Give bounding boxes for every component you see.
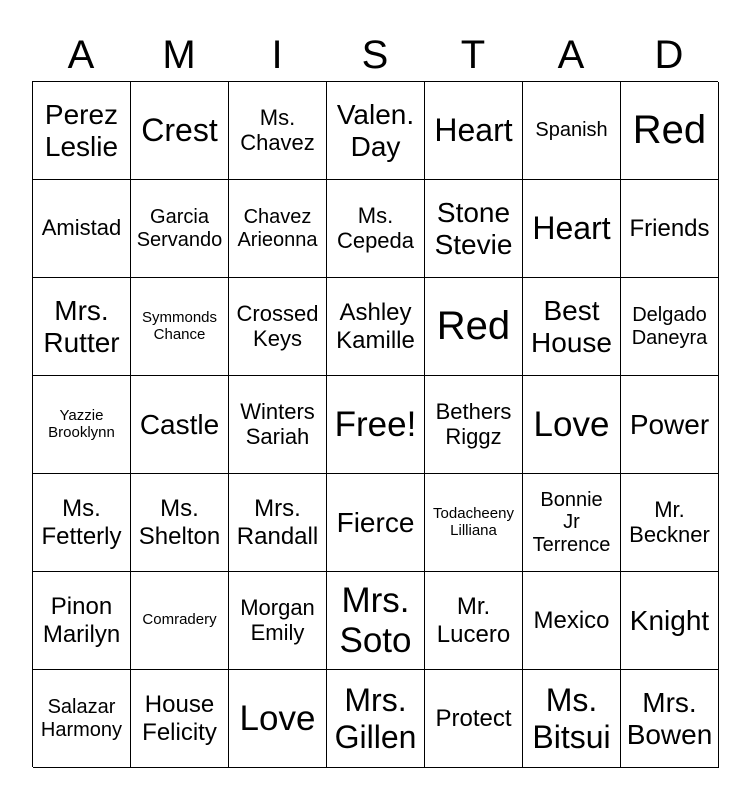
header-letter: T: [460, 33, 486, 77]
bingo-cell: Mrs. Randall: [229, 474, 327, 572]
bingo-cell: Mr. Beckner: [621, 474, 719, 572]
header-letter: I: [271, 33, 283, 77]
bingo-cell: Symmonds Chance: [131, 278, 229, 376]
bingo-cell: Bonnie Jr Terrence: [523, 474, 621, 572]
bingo-cell: Mrs. Soto: [327, 572, 425, 670]
bingo-header: [32, 30, 718, 80]
bingo-cell: Power: [621, 376, 719, 474]
header-letter: D: [654, 33, 684, 77]
bingo-cell: Love: [229, 670, 327, 768]
bingo-cell: Comradery: [131, 572, 229, 670]
bingo-cell: Bethers Riggz: [425, 376, 523, 474]
bingo-cell: Fierce: [327, 474, 425, 572]
header-letter: A: [557, 33, 585, 77]
bingo-cell: Todacheeny Lilliana: [425, 474, 523, 572]
bingo-cell: Heart: [523, 180, 621, 278]
free-space-cell: Free!: [327, 376, 425, 474]
header-letter: S: [361, 33, 389, 77]
bingo-cell: Spanish: [523, 82, 621, 180]
bingo-cell: Crossed Keys: [229, 278, 327, 376]
header-letter: M: [162, 33, 196, 77]
bingo-cell: House Felicity: [131, 670, 229, 768]
bingo-cell: Amistad: [33, 180, 131, 278]
bingo-cell: Stone Stevie: [425, 180, 523, 278]
bingo-cell: Mrs. Gillen: [327, 670, 425, 768]
bingo-cell: Mr. Lucero: [425, 572, 523, 670]
bingo-cell: Red: [425, 278, 523, 376]
bingo-cell: Pinon Marilyn: [33, 572, 131, 670]
bingo-cell: Valen. Day: [327, 82, 425, 180]
bingo-cell: Morgan Emily: [229, 572, 327, 670]
bingo-cell: Salazar Harmony: [33, 670, 131, 768]
bingo-cell: Mrs. Bowen: [621, 670, 719, 768]
bingo-cell: Heart: [425, 82, 523, 180]
bingo-grid: [32, 81, 718, 767]
bingo-cell: Castle: [131, 376, 229, 474]
bingo-cell: Winters Sariah: [229, 376, 327, 474]
bingo-cell: Mexico: [523, 572, 621, 670]
bingo-cell: Ms. Shelton: [131, 474, 229, 572]
bingo-cell: Ms. Cepeda: [327, 180, 425, 278]
bingo-cell: Delgado Daneyra: [621, 278, 719, 376]
bingo-cell: Friends: [621, 180, 719, 278]
bingo-cell: Best House: [523, 278, 621, 376]
bingo-cell: Ashley Kamille: [327, 278, 425, 376]
bingo-cell: Ms. Chavez: [229, 82, 327, 180]
bingo-cell: Crest: [131, 82, 229, 180]
bingo-cell: Mrs. Rutter: [33, 278, 131, 376]
bingo-cell: Ms. Bitsui: [523, 670, 621, 768]
bingo-cell: Perez Leslie: [33, 82, 131, 180]
bingo-cell: Chavez Arieonna: [229, 180, 327, 278]
bingo-cell: Garcia Servando: [131, 180, 229, 278]
header-letter: A: [67, 33, 95, 77]
bingo-cell: Knight: [621, 572, 719, 670]
bingo-cell: Protect: [425, 670, 523, 768]
bingo-cell: Ms. Fetterly: [33, 474, 131, 572]
bingo-cell: Red: [621, 82, 719, 180]
bingo-cell: Love: [523, 376, 621, 474]
bingo-cell: Yazzie Brooklynn: [33, 376, 131, 474]
